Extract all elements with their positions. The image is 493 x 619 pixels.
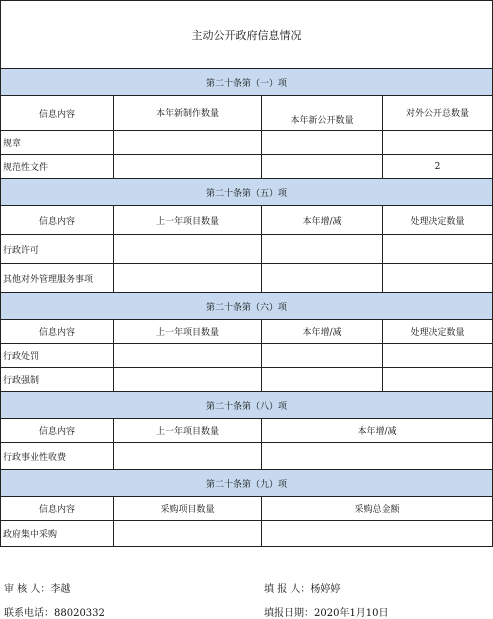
column-header: 本年新公开数量 [262,96,383,131]
row-label: 规章 [1,131,114,155]
column-header: 处理决定数量 [383,206,493,235]
table-cell [383,344,493,368]
section-title-8: 第二十条第（八）项 [1,392,493,419]
fill-date-text: 填报日期：2020年1月10日 [264,608,389,619]
column-header: 上一年项目数量 [114,320,262,344]
column-header: 对外公开总数量 [383,96,493,131]
column-header: 处理决定数量 [383,320,493,344]
page-title: 主动公开政府信息情况 [1,1,493,69]
reviewer-text: 审 核 人：李越 [4,584,71,595]
row-label: 行政事业性收费 [1,443,114,470]
table-cell [114,264,262,293]
column-header: 采购项目数量 [114,497,262,521]
section-title-9: 第二十条第（九）项 [1,470,493,497]
section-title-6: 第二十条第（六）项 [1,293,493,320]
row-label: 政府集中采购 [1,521,114,547]
filler-text: 填 报 人：杨婷婷 [264,584,341,595]
column-header: 采购总金额 [262,497,493,521]
table-cell [114,344,262,368]
row-label: 其他对外管理服务事项 [1,264,114,293]
column-header: 信息内容 [1,320,114,344]
column-header: 信息内容 [1,206,114,235]
table-cell [114,155,262,179]
table-cell [383,368,493,392]
table-cell [262,368,383,392]
column-header: 本年增/减 [262,320,383,344]
table-cell [114,521,262,547]
column-header: 本年增/减 [262,419,493,443]
table-cell [262,131,383,155]
column-header: 信息内容 [1,497,114,521]
table-cell [383,235,493,264]
row-label: 行政处罚 [1,344,114,368]
table-cell [114,131,262,155]
column-header: 信息内容 [1,96,114,131]
table-cell: 2 [383,155,493,179]
table-cell [383,131,493,155]
column-header: 上一年项目数量 [114,419,262,443]
column-header: 本年增/减 [262,206,383,235]
row-label: 行政许可 [1,235,114,264]
row-label: 规范性文件 [1,155,114,179]
column-header: 本年新制作数量 [114,96,262,131]
column-header: 上一年项目数量 [114,206,262,235]
table-cell [114,368,262,392]
column-header: 信息内容 [1,419,114,443]
table-cell [262,344,383,368]
table-cell [114,443,262,470]
table-cell [262,264,383,293]
table-cell [114,235,262,264]
contact-phone-text: 联系电话：88020332 [4,608,105,619]
table-cell [262,235,383,264]
table-cell [262,155,383,179]
table-cell [383,264,493,293]
table-cell [262,443,493,470]
row-label: 行政强制 [1,368,114,392]
section-title-1: 第二十条第（一）项 [1,69,493,96]
section-title-5: 第二十条第（五）项 [1,179,493,206]
table-cell [262,521,493,547]
